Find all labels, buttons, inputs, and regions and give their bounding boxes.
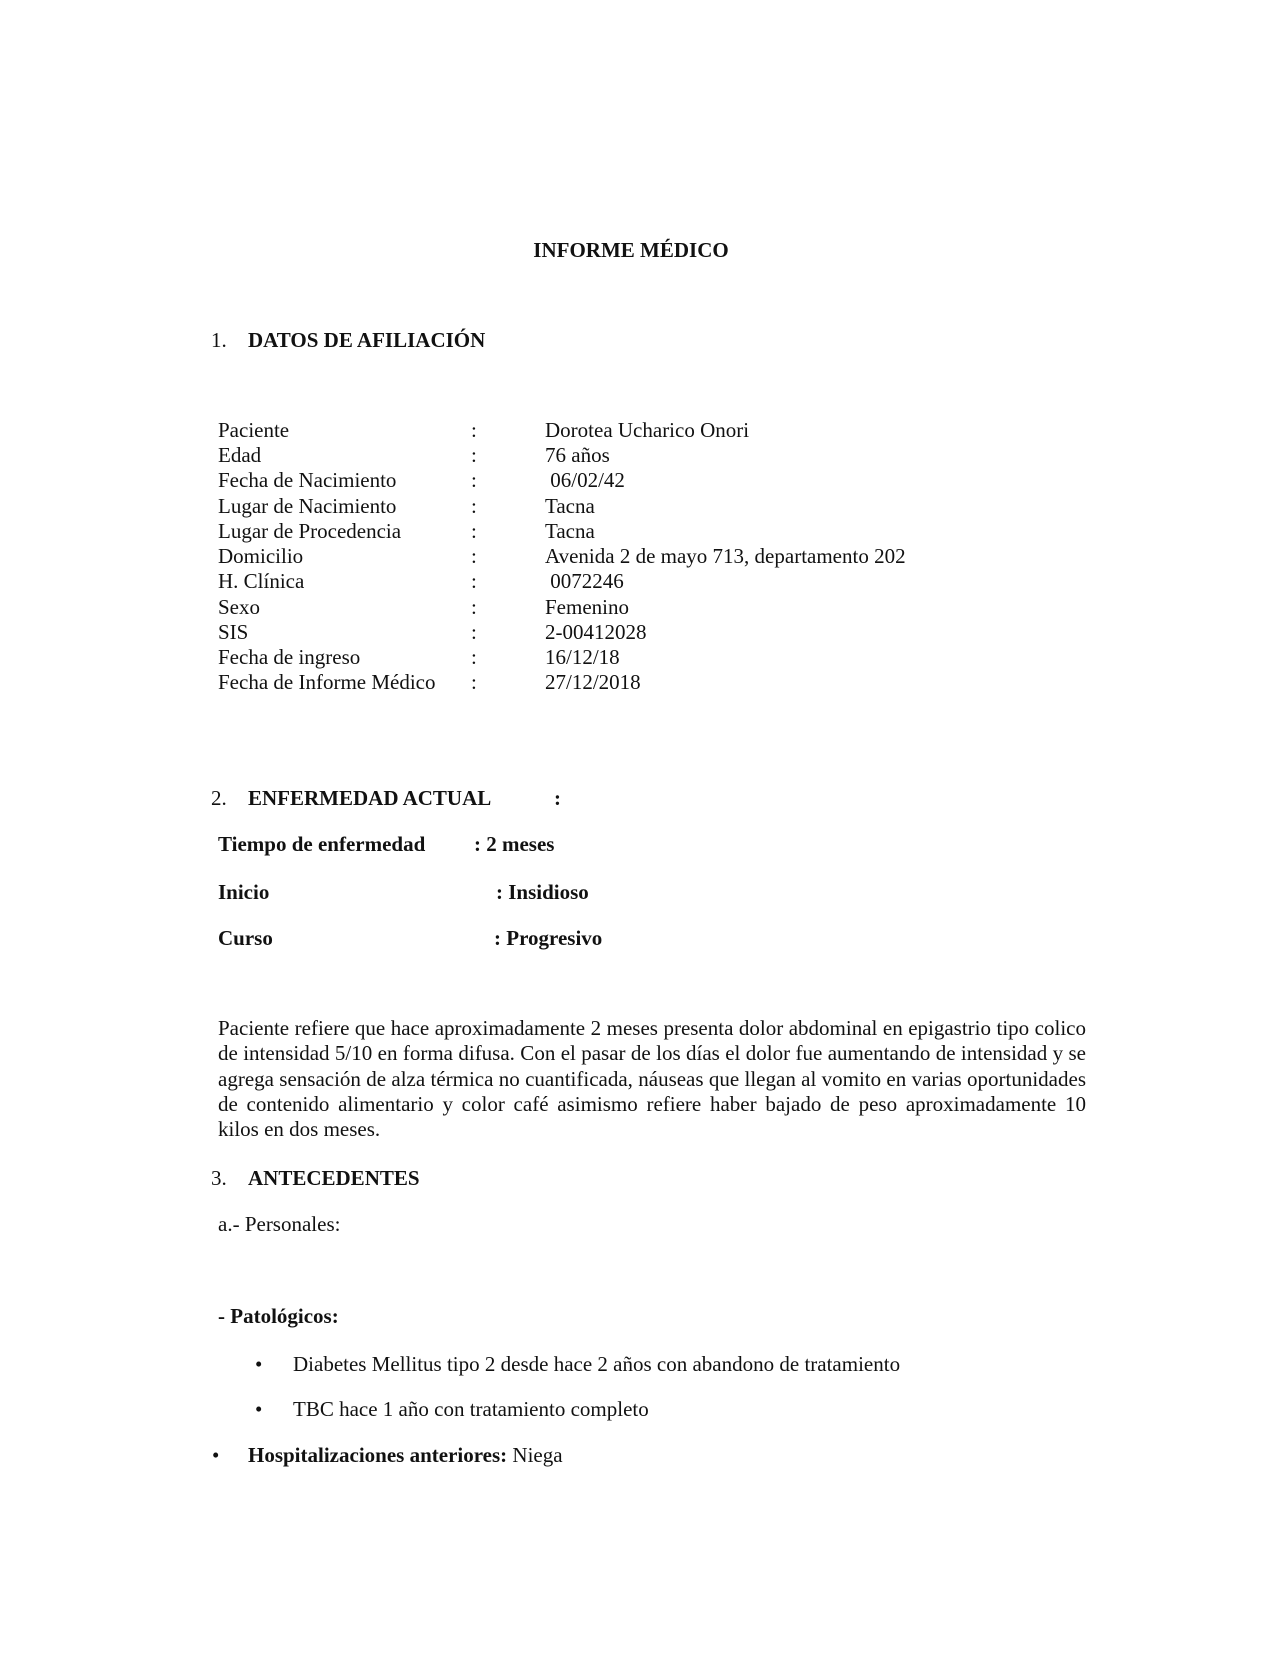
field-label: Fecha de Nacimiento — [218, 468, 397, 492]
hospitalizaciones-line — [248, 1443, 563, 1468]
field-label: Lugar de Nacimiento — [218, 494, 397, 518]
section-2-colon: : — [554, 786, 561, 810]
section-1-number: 1. — [211, 328, 227, 352]
field-label: Fecha de ingreso — [218, 645, 361, 669]
document-title: INFORME MÉDICO — [533, 238, 729, 262]
field-label: Edad — [218, 443, 262, 467]
field-label: Domicilio — [218, 544, 304, 568]
field-value: 76 años — [545, 443, 610, 467]
field-value: Avenida 2 de mayo 713, departamento 202 — [545, 544, 906, 568]
field-separator: : — [471, 443, 477, 467]
field-separator: : — [471, 494, 477, 518]
section-3-number: 3. — [211, 1166, 227, 1190]
field-label: Sexo — [218, 595, 260, 619]
section-2-title: ENFERMEDAD ACTUAL — [248, 786, 492, 810]
field-value: Dorotea Ucharico Onori — [545, 418, 750, 442]
field-separator: : — [471, 569, 477, 593]
section-2-number: 2. — [211, 786, 227, 810]
curso-label: Curso — [218, 926, 273, 950]
patologicos-label: - Patológicos: — [218, 1304, 339, 1328]
field-separator: : — [471, 620, 477, 644]
patologico-item: TBC hace 1 año con tratamiento completo — [293, 1397, 649, 1421]
field-separator: : — [471, 670, 477, 694]
patologico-item: Diabetes Mellitus tipo 2 desde hace 2 años con abandono de tratamiento — [293, 1352, 901, 1376]
field-value: 27/12/2018 — [545, 670, 641, 694]
section-3-title: ANTECEDENTES — [248, 1166, 420, 1190]
field-separator: : — [471, 544, 477, 568]
field-value: Femenino — [545, 595, 629, 619]
illness-narrative: Paciente refiere que hace aproximadamente 2 meses presenta dolor abdominal en epigastrio tipo colico de intensidad 5/10 en forma difusa. Con el pasar de los días el dolor fue aumentando de intensidad y se agrega sensación de alza térmica no cuantificada, náuseas que llegan al vomito en varias oportunidades de contenido alimentario y color café asimismo refiere haber bajado de peso aproximadamente 10 kilos en dos meses. — [218, 1016, 1086, 1142]
field-label: Lugar de Procedencia — [218, 519, 402, 543]
curso-value: : Progresivo — [494, 926, 603, 950]
field-label: H. Clínica — [218, 569, 305, 593]
inicio-label: Inicio — [218, 880, 270, 904]
field-value: Tacna — [545, 519, 595, 543]
bullet-icon: • — [255, 1352, 263, 1376]
field-value: 2-00412028 — [545, 620, 647, 644]
field-value: 0072246 — [545, 569, 624, 593]
field-label: Fecha de Informe Médico — [218, 670, 436, 694]
hospitalizaciones-value: Niega — [507, 1443, 563, 1467]
tiempo-value: : 2 meses — [474, 832, 555, 856]
field-separator: : — [471, 645, 477, 669]
field-separator: : — [471, 519, 477, 543]
inicio-value: : Insidioso — [496, 880, 589, 904]
personales-label: a.- Personales: — [218, 1212, 341, 1236]
field-value: 16/12/18 — [545, 645, 620, 669]
field-label: SIS — [218, 620, 249, 644]
hospitalizaciones-label: Hospitalizaciones anteriores: — [248, 1443, 508, 1467]
tiempo-label: Tiempo de enfermedad — [218, 832, 426, 856]
field-separator: : — [471, 418, 477, 442]
bullet-icon: • — [212, 1443, 220, 1467]
bullet-icon: • — [255, 1397, 263, 1421]
field-separator: : — [471, 468, 477, 492]
field-label: Paciente — [218, 418, 290, 442]
field-value: 06/02/42 — [545, 468, 625, 492]
field-separator: : — [471, 595, 477, 619]
section-1-title: DATOS DE AFILIACIÓN — [248, 328, 486, 352]
field-value: Tacna — [545, 494, 595, 518]
